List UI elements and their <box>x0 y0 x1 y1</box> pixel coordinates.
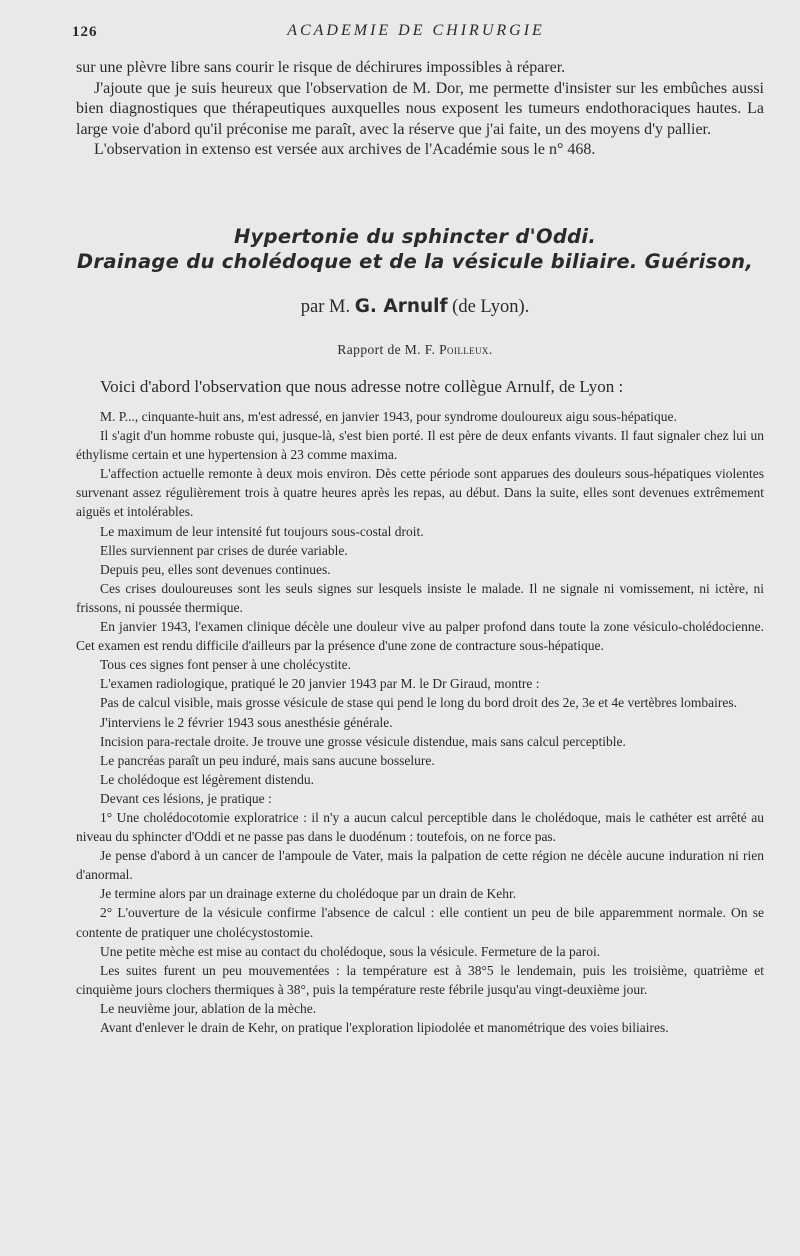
observation-paragraph: Devant ces lésions, je pratique : <box>100 790 272 806</box>
observation-paragraph: Je pense d'abord à un cancer de l'ampoule de Vater, mais la palpation de cette région ne décèle aucune induration ni rien d'anormal. <box>76 848 764 883</box>
observation-paragraph: Le cholédoque est légèrement distendu. <box>100 771 315 787</box>
article-heading <box>70 224 760 358</box>
observation-paragraph: L'affection actuelle remonte à deux mois environ. Dès cette période sont apparues des douleurs sous-hépatiques violentes survenant assez régulièrement trois à quatre heures après les repas, au début. Dans la suite, elles sont devenues extrêmement aiguës et intolérables. <box>76 466 764 520</box>
observation-paragraph: Ces crises douloureuses sont les seuls signes sur lesquels insiste le malade. Il ne signale ni vomissement, ni ictère, ni frissons, ni poussée thermique. <box>76 580 764 615</box>
page-header <box>72 18 760 48</box>
observation-paragraph: 2° L'ouverture de la vésicule confirme l'absence de calcul : elle contient un peu de bile apparemment normale. On se contente de pratiquer une cholécystostomie. <box>76 905 764 940</box>
author-name: G. Arnulf <box>354 296 448 317</box>
paragraph <box>76 140 764 161</box>
archive-note: L'observation in extenso est versée aux archives de l'Académie sous le n° 468. <box>94 141 596 158</box>
observation-paragraph: Il s'agit d'un homme robuste qui, jusque-là, s'est bien porté. Il est père de deux enfants vivants. Il faut signaler chez lui un éthylisme certain et une hypertension à 23 comme maxima. <box>76 428 764 463</box>
reporter-name: Poilleux <box>439 342 489 357</box>
observation-paragraph: Avant d'enlever le drain de Kehr, on pratique l'exploration lipiodolée et manométrique des voies biliaires. <box>100 1020 669 1035</box>
observation-paragraph: J'interviens le 2 février 1943 sous anesthésie générale. <box>100 714 393 730</box>
observation-paragraph: Tous ces signes font penser à une cholécystite. <box>100 657 351 673</box>
observation-paragraph: M. P..., cinquante-huit ans, m'est adressé, en janvier 1943, pour syndrome douloureux aigu sous-hépatique. <box>100 409 677 424</box>
observation-paragraph: L'examen radiologique, pratiqué le 20 janvier 1943 par M. le Dr Giraud, montre : <box>100 676 540 692</box>
byline-prefix: par M. <box>300 297 355 317</box>
observation-paragraph: Pas de calcul visible, mais grosse vésicule de stase qui pend le long du bord droit des 2e, 3e et 4e vertèbres lombaires. <box>100 695 737 711</box>
paragraph: J'ajoute que je suis heureux que l'observation de M. Dor, me permette d'insister sur les embûches aussi bien diagnostiques que thérapeutiques auxquelles nous exposent les tumeurs endothoraciques hautes. La large voie d'abord qu'il préconise me paraît, avec la réserve que j'ai faite, un des moyens d'y pallier. <box>76 79 764 138</box>
paragraph: sur une plèvre libre sans courir le risque de déchirures impossibles à réparer. <box>76 59 566 76</box>
observation-paragraph: Depuis peu, elles sont devenues continues. <box>100 561 331 577</box>
observation-paragraph: 1° Une cholédocotomie exploratrice : il n'y a aucun calcul perceptible dans le cholédoque, mais le cathéter est arrêté au niveau du sphincter d'Oddi et ne passe pas dans le duodénum : toutefois, on ne force pas. <box>76 809 764 845</box>
observation-paragraph: Elles surviennent par crises de durée variable. <box>100 542 348 558</box>
byline-suffix: (de Lyon). <box>447 297 530 317</box>
report-prefix: Rapport de M. F. <box>337 342 440 357</box>
previous-article-ending <box>76 58 764 161</box>
observation-paragraph: En janvier 1943, l'examen clinique décèle une douleur vive au palper profond dans toute la zone vésiculo-cholédocienne. Cet examen est rendu difficile d'ailleurs par la présence d'une zone de contracture sous-hépatique. <box>76 619 764 654</box>
observation-paragraph: Incision para-rectale droite. Je trouve une grosse vésicule distendue, mais sans calcul perceptible. <box>100 733 626 749</box>
observation-paragraph: Le pancréas paraît un peu induré, mais sans aucune bosselure. <box>100 752 435 768</box>
page-number: 126 <box>72 24 98 40</box>
report-line <box>70 342 760 358</box>
observation-text <box>76 407 764 1037</box>
observation-paragraph: Le maximum de leur intensité fut toujours sous-costal droit. <box>100 523 424 539</box>
observation-paragraph: Les suites furent un peu mouvementées : la température est à 38°5 le lendemain, puis les troisième, quatrième et cinquième jours clochers thermiques à 38°, puis la température reste fébrile jusqu'au vingt-deuxième jour. <box>76 962 764 997</box>
observation-paragraph: Le neuvième jour, ablation de la mèche. <box>100 1000 317 1016</box>
byline <box>70 296 760 318</box>
running-head: ACADEMIE DE CHIRURGIE <box>287 22 545 39</box>
observation-paragraph: Une petite mèche est mise au contact du cholédoque, sous la vésicule. Fermeture de la paroi. <box>100 943 601 959</box>
report-suffix: . <box>488 342 493 357</box>
article-title-line-2: Drainage du cholédoque et de la vésicule biliaire. Guérison, <box>76 250 754 273</box>
article-title-line-1: Hypertonie du sphincter d'Oddi. <box>233 225 597 248</box>
observation-paragraph: Je termine alors par un drainage externe du cholédoque par un drain de Kehr. <box>100 886 517 902</box>
observation-intro: Voici d'abord l'observation que nous adresse notre collègue Arnulf, de Lyon : <box>100 377 624 396</box>
